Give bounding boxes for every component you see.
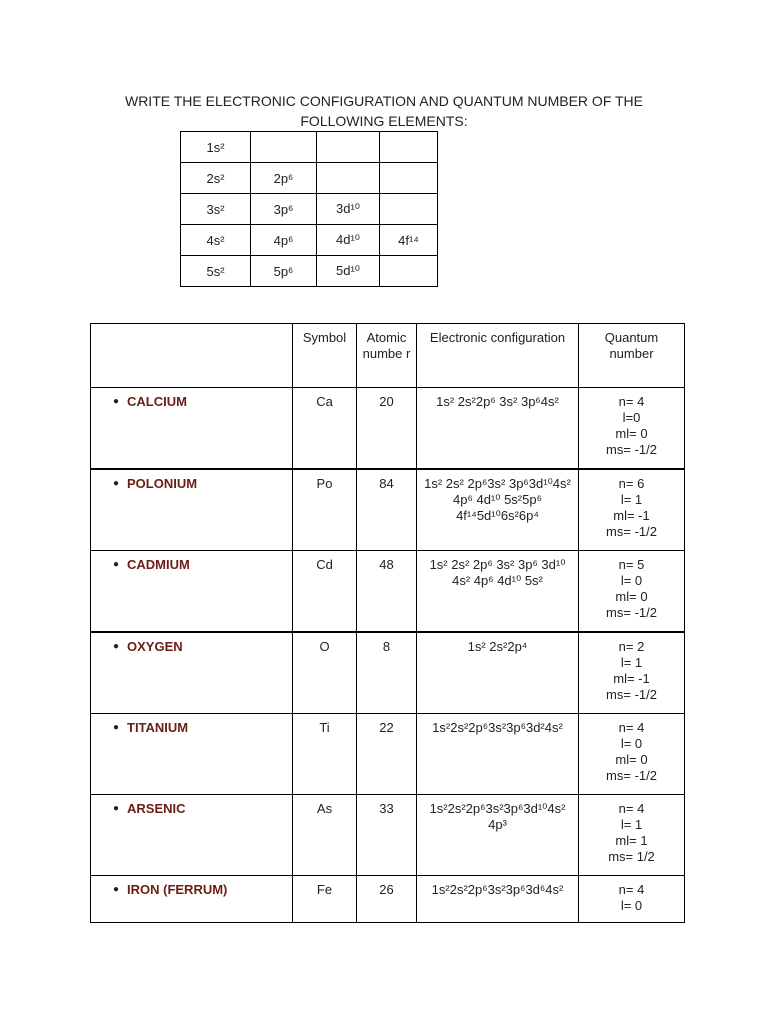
- element-row: [91, 551, 685, 633]
- quantum-n: n= 5: [618, 557, 645, 572]
- header-electronic-configuration: Electronic configuration: [417, 324, 579, 388]
- element-name: ARSENIC: [127, 801, 186, 816]
- element-symbol: Po: [293, 469, 357, 551]
- orbital-cell: 5d¹⁰: [317, 256, 380, 287]
- quantum-ml: ml= 1: [615, 833, 648, 848]
- element-quantum-numbers: [579, 551, 685, 633]
- element-row: [91, 632, 685, 714]
- orbital-row: [181, 194, 438, 225]
- orbital-cell: 5s²: [181, 256, 251, 287]
- element-quantum-numbers: [579, 388, 685, 470]
- element-name: CADMIUM: [127, 557, 190, 572]
- element-symbol: As: [293, 795, 357, 876]
- element-quantum-numbers: [579, 632, 685, 714]
- bullet-icon: ●: [113, 884, 120, 895]
- element-name-cell: [91, 551, 293, 633]
- quantum-ms: ms= -1/2: [606, 768, 657, 783]
- quantum-n: n= 6: [618, 476, 645, 491]
- header-row: [91, 324, 685, 388]
- orbital-row: [181, 163, 438, 194]
- quantum-ms: ms= 1/2: [608, 849, 655, 864]
- quantum-ms: ms= -1/2: [606, 605, 657, 620]
- orbital-cell: 2p⁶: [251, 163, 317, 194]
- element-quantum-numbers: [579, 795, 685, 876]
- bullet-icon: ●: [113, 478, 120, 489]
- orbital-cell: [317, 132, 380, 163]
- orbital-cell: [380, 163, 438, 194]
- element-name-cell: [91, 714, 293, 795]
- bullet-icon: ●: [113, 396, 120, 407]
- element-row: [91, 469, 685, 551]
- quantum-n: n= 4: [618, 720, 645, 735]
- element-quantum-numbers: [579, 469, 685, 551]
- bullet-icon: ●: [113, 641, 120, 652]
- orbital-cell: [380, 256, 438, 287]
- element-symbol: Fe: [293, 876, 357, 923]
- element-atomic-number: 33: [357, 795, 417, 876]
- quantum-l: l= 0: [620, 736, 643, 751]
- orbital-cell: 3s²: [181, 194, 251, 225]
- quantum-ml: ml= 0: [615, 752, 648, 767]
- element-symbol: O: [293, 632, 357, 714]
- orbital-cell: 3d¹⁰: [317, 194, 380, 225]
- element-name: OXYGEN: [127, 639, 183, 654]
- element-name: CALCIUM: [127, 394, 187, 409]
- quantum-n: n= 4: [618, 801, 645, 816]
- page-title: [0, 91, 768, 131]
- element-atomic-number: 20: [357, 388, 417, 470]
- orbital-cell: [380, 194, 438, 225]
- element-configuration: 1s² 2s² 2p⁶3s² 3p⁶3d¹⁰4s² 4p⁶ 4d¹⁰ 5s²5p⁶ 4f¹⁴5d¹⁰6s²6p⁴: [417, 469, 579, 551]
- bullet-icon: ●: [113, 559, 120, 570]
- element-configuration: 1s² 2s²2p⁴: [417, 632, 579, 714]
- element-atomic-number: 8: [357, 632, 417, 714]
- quantum-l: l= 0: [620, 898, 643, 913]
- element-name-cell: [91, 632, 293, 714]
- element-configuration: 1s²2s²2p⁶3s²3p⁶3d¹⁰4s² 4p³: [417, 795, 579, 876]
- element-name: IRON (FERRUM): [127, 882, 228, 897]
- quantum-n: n= 4: [618, 882, 645, 897]
- element-name-cell: [91, 876, 293, 923]
- quantum-l: l=0: [622, 410, 641, 425]
- element-row: [91, 795, 685, 876]
- element-symbol: Cd: [293, 551, 357, 633]
- element-quantum-numbers: [579, 714, 685, 795]
- element-configuration: 1s² 2s²2p⁶ 3s² 3p⁶4s²: [417, 388, 579, 470]
- orbital-cell: 3p⁶: [251, 194, 317, 225]
- quantum-l: l= 1: [620, 655, 643, 670]
- quantum-ms: ms= -1/2: [606, 442, 657, 457]
- quantum-ml: ml= -1: [613, 671, 650, 686]
- element-configuration: 1s²2s²2p⁶3s²3p⁶3d⁶4s²: [417, 876, 579, 923]
- element-atomic-number: 26: [357, 876, 417, 923]
- element-atomic-number: 48: [357, 551, 417, 633]
- element-row: [91, 876, 685, 923]
- element-name: TITANIUM: [127, 720, 189, 735]
- bullet-icon: ●: [113, 803, 120, 814]
- quantum-l: l= 0: [620, 573, 643, 588]
- element-symbol: Ca: [293, 388, 357, 470]
- header-quantum-number: Quantum number: [579, 324, 685, 388]
- element-configuration: 1s²2s²2p⁶3s²3p⁶3d²4s²: [417, 714, 579, 795]
- orbital-cell: 4p⁶: [251, 225, 317, 256]
- element-symbol: Ti: [293, 714, 357, 795]
- orbital-diagram-table: [180, 131, 438, 287]
- element-atomic-number: 22: [357, 714, 417, 795]
- quantum-ml: ml= 0: [615, 426, 648, 441]
- element-atomic-number: 84: [357, 469, 417, 551]
- orbital-cell: [380, 132, 438, 163]
- orbital-row: [181, 225, 438, 256]
- orbital-cell: 2s²: [181, 163, 251, 194]
- element-name: POLONIUM: [127, 476, 198, 491]
- bullet-icon: ●: [113, 722, 120, 733]
- title-line-2: FOLLOWING ELEMENTS:: [300, 113, 468, 129]
- quantum-ms: ms= -1/2: [606, 524, 657, 539]
- orbital-cell: 1s²: [181, 132, 251, 163]
- element-name-cell: [91, 388, 293, 470]
- quantum-l: l= 1: [620, 492, 643, 507]
- quantum-ml: ml= 0: [615, 589, 648, 604]
- quantum-ms: ms= -1/2: [606, 687, 657, 702]
- quantum-ml: ml= -1: [613, 508, 650, 523]
- header-blank: [91, 324, 293, 388]
- header-atomic-number: Atomic numbe r: [357, 324, 417, 388]
- orbital-cell: 4f¹⁴: [380, 225, 438, 256]
- orbital-cell: [251, 132, 317, 163]
- elements-table: [90, 323, 685, 923]
- element-row: [91, 388, 685, 470]
- header-symbol: Symbol: [293, 324, 357, 388]
- element-quantum-numbers: [579, 876, 685, 923]
- element-configuration: 1s² 2s² 2p⁶ 3s² 3p⁶ 3d¹⁰ 4s² 4p⁶ 4d¹⁰ 5s²: [417, 551, 579, 633]
- orbital-cell: [317, 163, 380, 194]
- element-name-cell: [91, 469, 293, 551]
- quantum-n: n= 4: [618, 394, 645, 409]
- orbital-row: [181, 132, 438, 163]
- quantum-n: n= 2: [618, 639, 645, 654]
- orbital-row: [181, 256, 438, 287]
- title-line-1: WRITE THE ELECTRONIC CONFIGURATION AND QUANTUM NUMBER OF THE: [124, 93, 644, 109]
- orbital-cell: 5p⁶: [251, 256, 317, 287]
- orbital-cell: 4d¹⁰: [317, 225, 380, 256]
- element-name-cell: [91, 795, 293, 876]
- element-row: [91, 714, 685, 795]
- quantum-l: l= 1: [620, 817, 643, 832]
- orbital-cell: 4s²: [181, 225, 251, 256]
